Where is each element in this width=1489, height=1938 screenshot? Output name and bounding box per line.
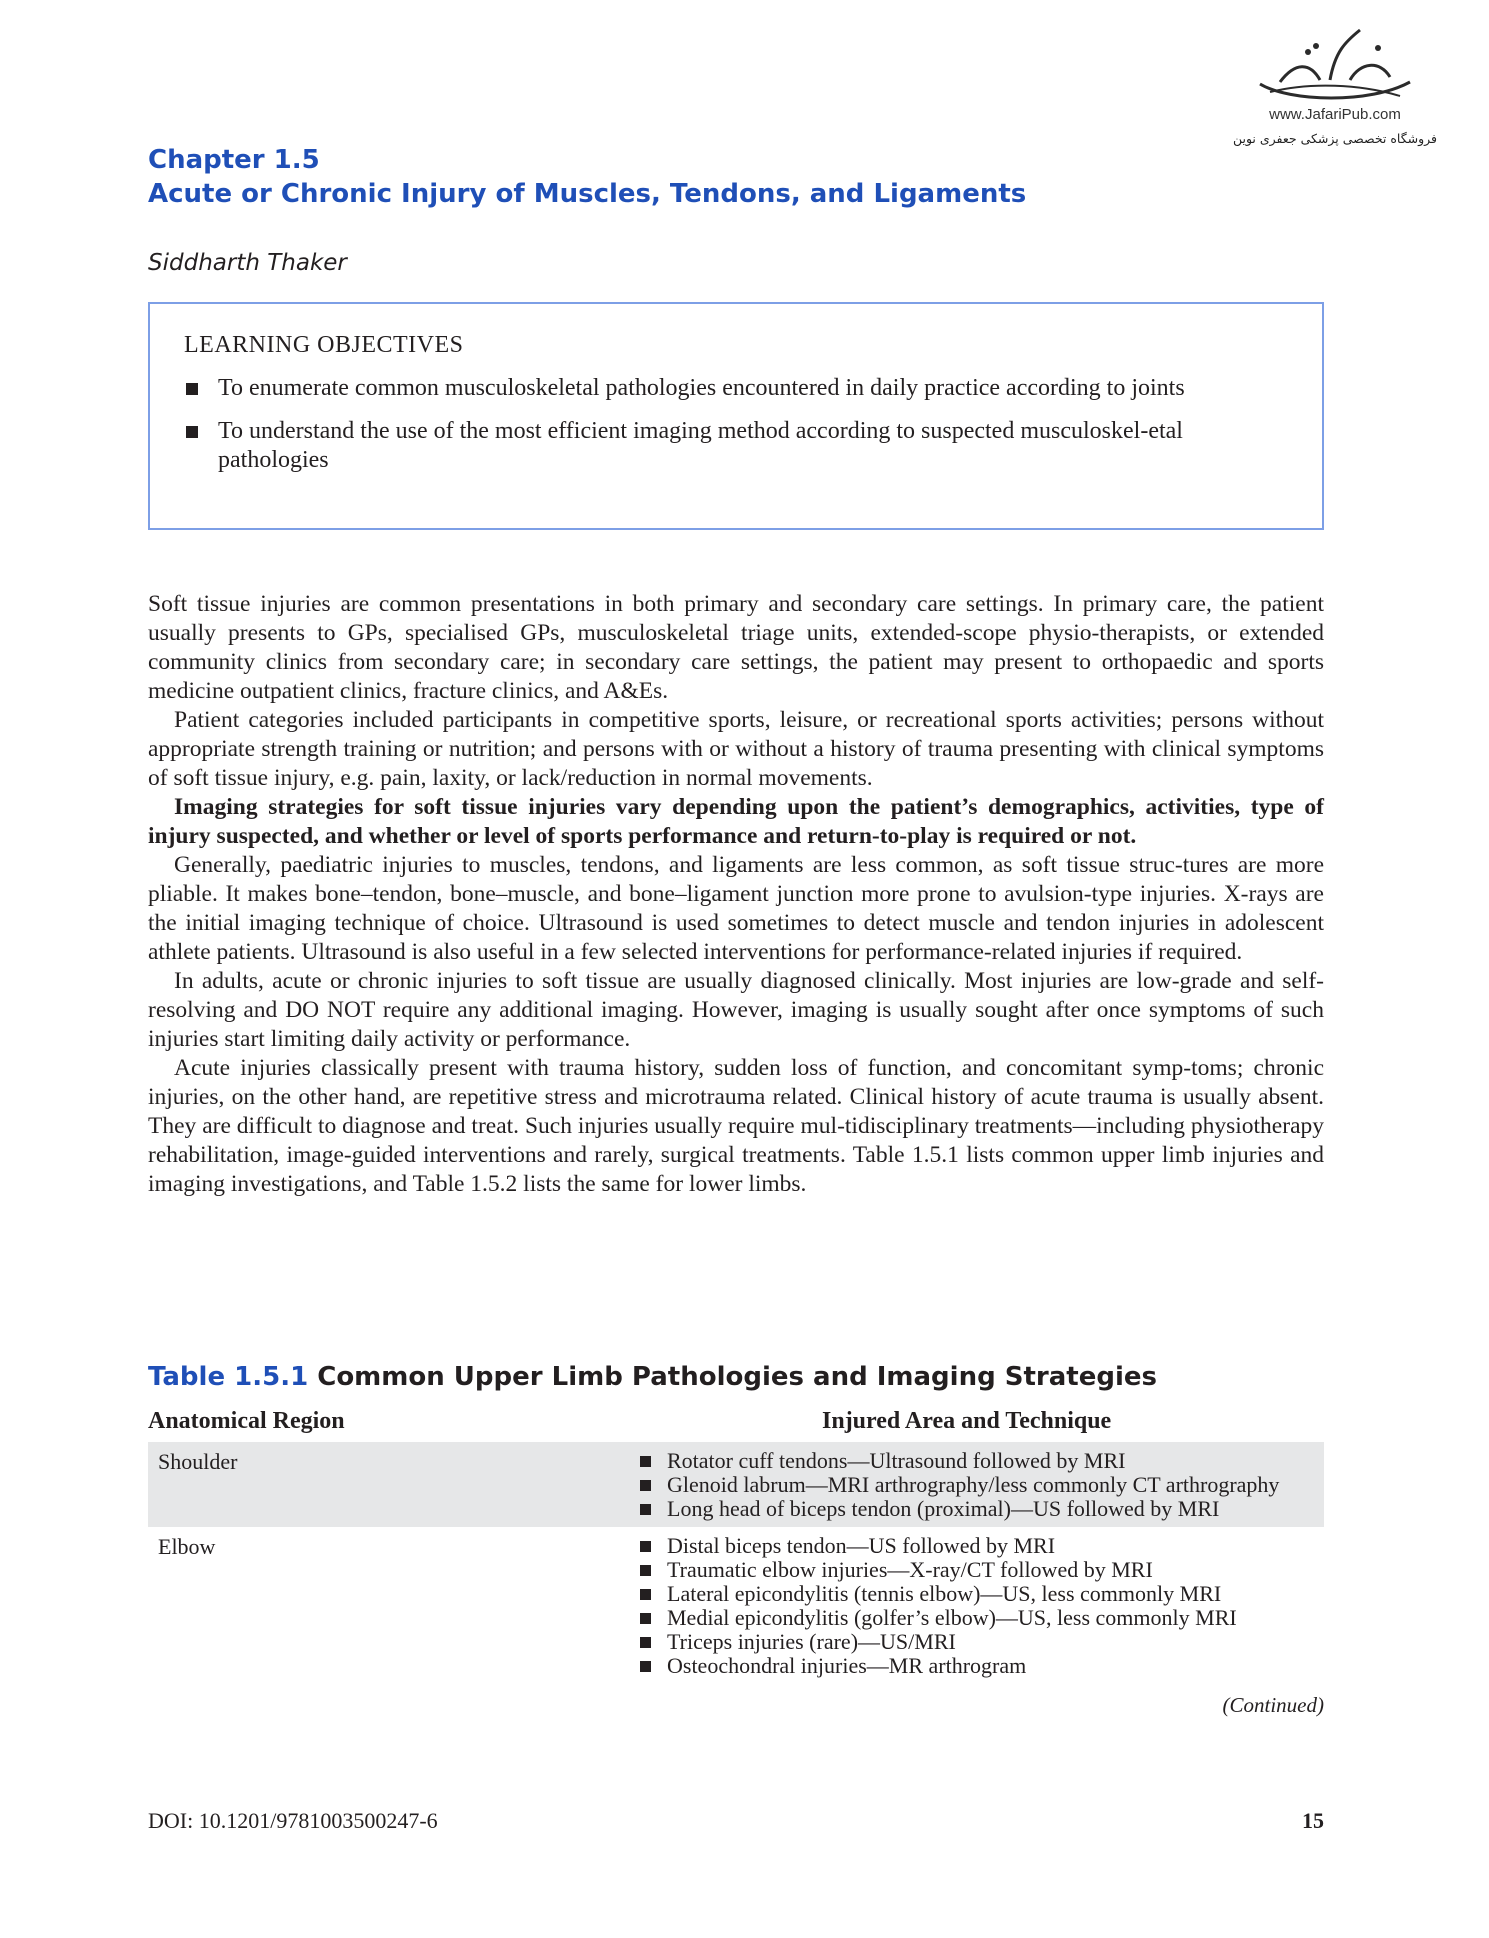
table-cell-area-list <box>148 1527 1324 1684</box>
logo-caption: فروشگاه تخصصی پزشکی جعفری نوین <box>1232 131 1438 146</box>
learning-objective-item: To enumerate common musculoskeletal pathologies encountered in daily practice according to joints <box>184 374 1284 403</box>
page-number: 15 <box>1302 1808 1324 1833</box>
table-title: Common Upper Limb Pathologies and Imaging Strategies <box>317 1362 1157 1392</box>
table-list-item: Osteochondral injuries—MR arthrogram <box>640 1654 1324 1678</box>
table-cell-region: Shoulder <box>158 1449 238 1474</box>
table-row <box>148 1527 1324 1684</box>
body-paragraph: Patient categories included participants in competitive sports, leisure, or recreational sports activities; persons without appropriate strength training or nutrition; and persons with or without a history of trauma presenting with clinical symptoms of soft tissue injury, e.g. pain, laxity, or lack/reduction in normal movements. <box>148 707 1324 791</box>
footer-doi: DOI: 10.1201/9781003500247-6 <box>148 1808 438 1833</box>
learning-objective-item: To understand the use of the most efficient imaging method according to suspected musculoskel-etal pathologies <box>184 417 1284 475</box>
table-continued-note: (Continued) <box>1222 1693 1324 1717</box>
publisher-logo <box>1215 22 1455 146</box>
learning-objectives-list <box>184 374 1284 489</box>
chapter-author: Siddharth Thaker <box>148 250 347 276</box>
learning-objectives-heading: LEARNING OBJECTIVES <box>184 332 464 358</box>
table-row <box>148 1442 1324 1527</box>
table-cell-area-list <box>148 1442 1324 1527</box>
table-list-item: Glenoid labrum—MRI arthrography/less commonly CT arthrography <box>640 1473 1324 1497</box>
body-paragraph: Acute injuries classically present with trauma history, sudden loss of function, and concomitant symp-toms; chronic injuries, on the other hand, are repetitive stress and microtrauma related. Clinical history of acute trauma is usually absent. They are difficult to diagnose and treat. Such injuries usually require mul-tidisciplinary treatments—including physiotherapy rehabilitation, image-guided interventions and rarely, surgical treatments. Table 1.5.1 lists common upper limb injuries and imaging investigations, and Table 1.5.2 lists the same for lower limbs. <box>148 1055 1324 1197</box>
chapter-heading <box>148 143 1026 211</box>
table-list-item: Long head of biceps tendon (proximal)—US followed by MRI <box>640 1497 1324 1521</box>
table-list-item: Distal biceps tendon—US followed by MRI <box>640 1534 1324 1558</box>
table-caption <box>148 1362 1157 1392</box>
logo-url[interactable]: www.JafariPub.com <box>1269 106 1401 123</box>
table-list-item: Lateral epicondylitis (tennis elbow)—US, less commonly MRI <box>640 1582 1324 1606</box>
table-list-item: Triceps injuries (rare)—US/MRI <box>640 1630 1324 1654</box>
table-header <box>148 1408 1324 1442</box>
table-cell-region: Elbow <box>158 1534 216 1559</box>
body-paragraph-emphasis: Imaging strategies for soft tissue injuries vary depending upon the patient’s demographics, activities, type of injury suspected, and whether or level of sports performance and return-to-play is required or not. <box>148 794 1324 849</box>
chapter-label: Chapter 1.5 <box>148 145 320 175</box>
calligraphy-logo-icon <box>1250 22 1420 108</box>
table-list-item: Medial epicondylitis (golfer’s elbow)—US, less commonly MRI <box>640 1606 1324 1630</box>
column-header-region: Anatomical Region <box>148 1408 345 1434</box>
chapter-title: Acute or Chronic Injury of Muscles, Tendons, and Ligaments <box>148 179 1027 209</box>
body-paragraph: In adults, acute or chronic injuries to soft tissue are usually diagnosed clinically. Most injuries are low-grade and self-resolving and DO NOT require any additional imaging. However, imaging is usually sought after once symptoms of such injuries start limiting daily activity or performance. <box>148 968 1324 1052</box>
table-list-item: Rotator cuff tendons—Ultrasound followed by MRI <box>640 1449 1324 1473</box>
body-text <box>148 590 1324 1199</box>
learning-objectives-box <box>148 302 1324 530</box>
column-header-area: Injured Area and Technique <box>822 1408 1112 1434</box>
table-number: Table 1.5.1 <box>148 1362 309 1392</box>
body-paragraph: Generally, paediatric injuries to muscles, tendons, and ligaments are less common, as soft tissue struc-tures are more pliable. It makes bone–tendon, bone–muscle, and bone–ligament junction more prone to avulsion-type injuries. X-rays are the initial imaging technique of choice. Ultrasound is used sometimes to detect muscle and tendon injuries in adolescent athlete patients. Ultrasound is also useful in a few selected interventions for performance-related injuries if required. <box>148 852 1324 965</box>
table-list-item: Traumatic elbow injuries—X-ray/CT followed by MRI <box>640 1558 1324 1582</box>
table-body <box>148 1442 1324 1684</box>
body-paragraph: Soft tissue injuries are common presentations in both primary and secondary care settings. In primary care, the patient usually presents to GPs, specialised GPs, musculoskeletal triage units, extended-scope physio-therapists, or extended community clinics from secondary care; in secondary care settings, the patient may present to orthopaedic and sports medicine outpatient clinics, fracture clinics, and A&Es. <box>148 591 1324 704</box>
